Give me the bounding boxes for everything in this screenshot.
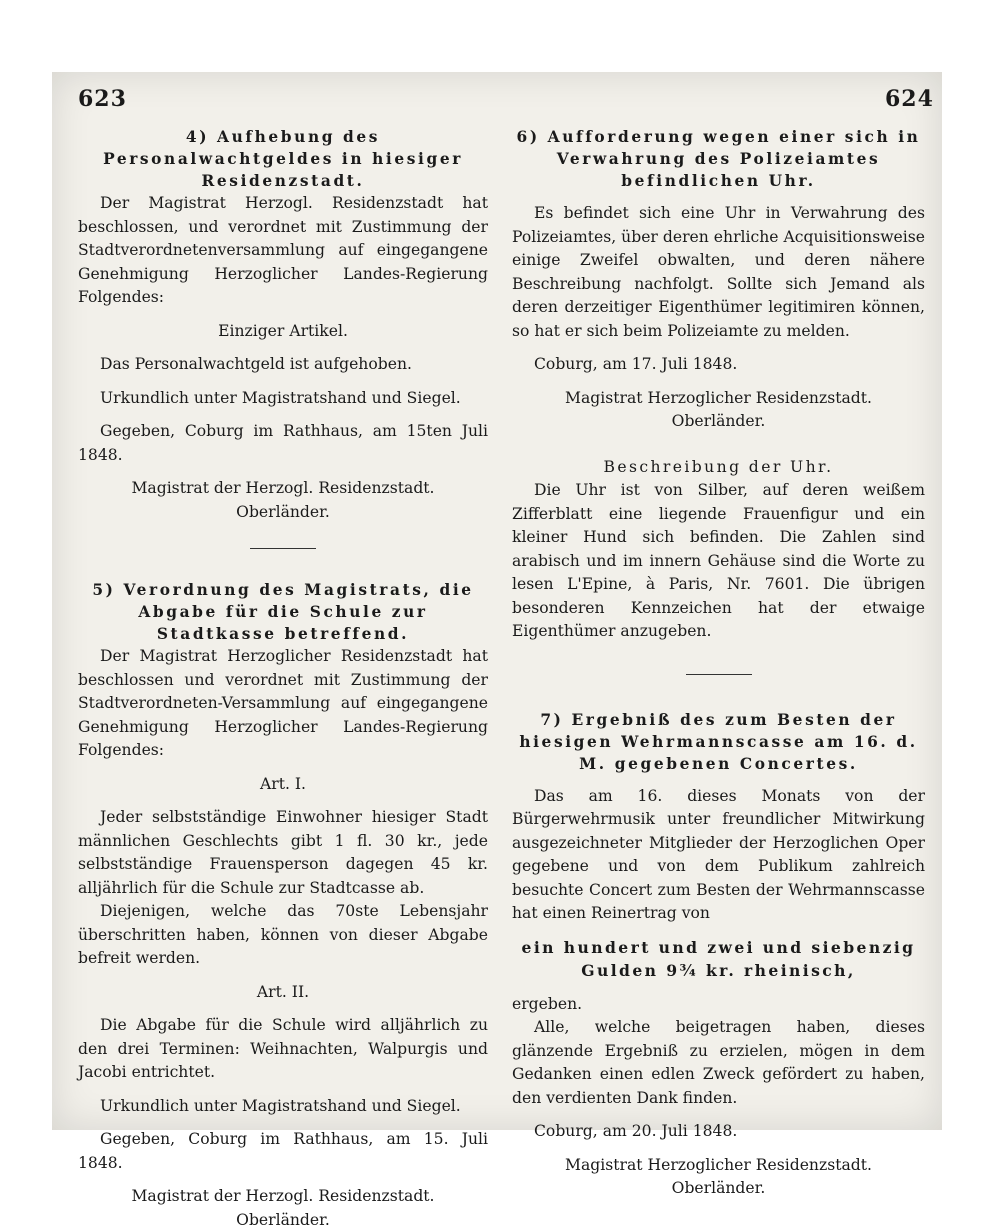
section5-name: Oberländer. bbox=[78, 1209, 488, 1232]
section5-art1-title: Art. I. bbox=[78, 773, 488, 797]
section-divider bbox=[250, 548, 316, 549]
watch-description-title: Beschreibung der Uhr. bbox=[512, 456, 925, 480]
section7-date: Coburg, am 20. Juli 1848. bbox=[512, 1120, 925, 1144]
section5-art2-title: Art. II. bbox=[78, 981, 488, 1005]
section6-heading: 6) Aufforderung wegen einer sich in Verwahrung des Polizeiamtes befindlichen Uhr. bbox=[512, 126, 925, 192]
section5-seal: Urkundlich unter Magistratshand und Siegel. bbox=[78, 1095, 488, 1119]
section4-signatory: Magistrat der Herzogl. Residenzstadt. bbox=[78, 477, 488, 501]
section7-thanks: Alle, welche beigetragen haben, dieses glänzende Ergebniß zu erzielen, mögen in dem Gedanken einen edlen Zweck gefördert zu haben, den verdienten Dank finden. bbox=[512, 1016, 925, 1110]
right-column bbox=[512, 126, 925, 1201]
section4-seal: Urkundlich unter Magistratshand und Siegel. bbox=[78, 387, 488, 411]
section4-body: Der Magistrat Herzogl. Residenzstadt hat beschlossen, und verordnet mit Zustimmung der Stadtverordnetenversammlung auf eingegangene Genehmigung Herzoglicher Landes-Regierung Folgendes: bbox=[78, 192, 488, 310]
section5-body: Der Magistrat Herzoglicher Residenzstadt hat beschlossen und verordnet mit Zustimmung der Stadtverordneten-Versammlung auf eingegangene Genehmigung Herzoglicher Landes-Regierung Folgendes: bbox=[78, 645, 488, 763]
section6-date: Coburg, am 17. Juli 1848. bbox=[512, 353, 925, 377]
page-number-left: 623 bbox=[78, 86, 127, 112]
watch-description-body: Die Uhr ist von Silber, auf deren weißem Zifferblatt eine liegende Frauenfigur und ein kleiner Hund sich befinden. Die Zahlen sind arabisch und im innern Gehäuse sind die Worte zu lesen L'Epine, à Paris, Nr. 7601. Die übrigen besonderen Kennzeichen hat der etwaige Eigenthümer anzugeben. bbox=[512, 479, 925, 644]
section-divider bbox=[686, 674, 752, 675]
section7-body: Das am 16. dieses Monats von der Bürgerwehrmusik unter freundlicher Mitwirkung ausgezeichneter Mitglieder der Herzoglichen Oper gegebene und von dem Publikum zahlreich besuchte Concert zum Besten der Wehrmannscasse hat einen Reinertrag von bbox=[512, 785, 925, 926]
section4-name: Oberländer. bbox=[78, 501, 488, 525]
left-column bbox=[78, 126, 488, 1232]
section7-result: ergeben. bbox=[512, 993, 925, 1017]
section4-given: Gegeben, Coburg im Rathhaus, am 15ten Juli 1848. bbox=[78, 420, 488, 467]
section5-art2-p1: Die Abgabe für die Schule wird alljährlich zu den drei Terminen: Weihnachten, Walpurgis und Jacobi entrichtet. bbox=[78, 1014, 488, 1085]
page-number-right: 624 bbox=[885, 86, 934, 112]
section7-name: Oberländer. bbox=[512, 1177, 925, 1201]
section5-heading: 5) Verordnung des Magistrats, die Abgabe für die Schule zur Stadtkasse betreffend. bbox=[78, 579, 488, 645]
section6-signatory: Magistrat Herzoglicher Residenzstadt. bbox=[512, 387, 925, 411]
section5-art1-p2: Diejenigen, welche das 70ste Lebensjahr überschritten haben, können von dieser Abgabe befreit werden. bbox=[78, 900, 488, 971]
section5-given: Gegeben, Coburg im Rathhaus, am 15. Juli 1848. bbox=[78, 1128, 488, 1175]
section4-article-title: Einziger Artikel. bbox=[78, 320, 488, 344]
section6-body: Es befindet sich eine Uhr in Verwahrung des Polizeiamtes, über deren ehrliche Acquisitionsweise einige Zweifel obwalten, und deren nähere Beschreibung nachfolgt. Sollte sich Jemand als deren derzeitiger Eigenthümer legitimiren können, so hat er sich beim Polizeiamte zu melden. bbox=[512, 202, 925, 343]
section5-art1-p1: Jeder selbstständige Einwohner hiesiger Stadt männlichen Geschlechts gibt 1 fl. 30 kr., jede selbstständige Frauensperson dagegen 45 kr. alljährlich für die Schule zur Stadtcasse ab. bbox=[78, 806, 488, 900]
section4-heading: 4) Aufhebung des Personalwachtgeldes in hiesiger Residenzstadt. bbox=[78, 126, 488, 192]
section7-amount: ein hundert und zwei und siebenzig Gulden 9¾ kr. rheinisch, bbox=[512, 936, 925, 983]
section7-heading: 7) Ergebniß des zum Besten der hiesigen Wehrmannscasse am 16. d. M. gegebenen Concertes. bbox=[512, 709, 925, 775]
section6-name: Oberländer. bbox=[512, 410, 925, 434]
section7-signatory: Magistrat Herzoglicher Residenzstadt. bbox=[512, 1154, 925, 1178]
section5-signatory: Magistrat der Herzogl. Residenzstadt. bbox=[78, 1185, 488, 1209]
section4-article-text: Das Personalwachtgeld ist aufgehoben. bbox=[78, 353, 488, 377]
